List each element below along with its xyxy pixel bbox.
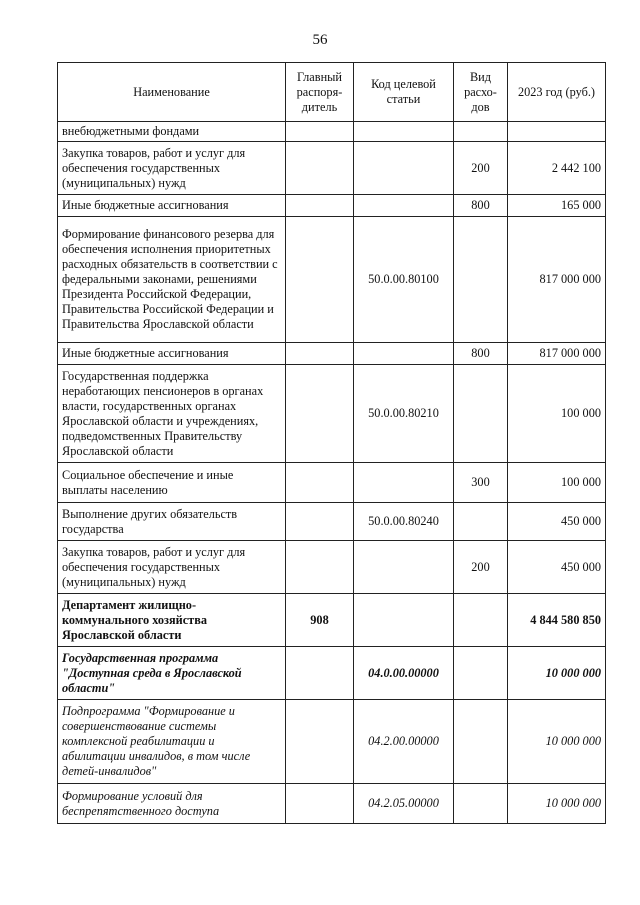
row-target-code: 04.0.00.00000 — [354, 647, 454, 700]
table-row — [58, 122, 606, 142]
row-administrator — [286, 647, 354, 700]
row-target-code: 50.0.00.80100 — [354, 217, 454, 343]
row-amount: 10 000 000 — [508, 784, 606, 824]
table-row — [58, 365, 606, 463]
row-administrator: 908 — [286, 594, 354, 647]
row-expense-type: 300 — [454, 463, 508, 503]
row-administrator — [286, 365, 354, 463]
table-row — [58, 503, 606, 541]
row-expense-type: 200 — [454, 541, 508, 594]
row-administrator — [286, 503, 354, 541]
row-administrator — [286, 700, 354, 784]
row-name: Выполнение других обязательств государства — [58, 503, 286, 541]
row-name: Государственная поддержка неработающих пенсионеров в органах власти, государственных органах Ярославской области и учреждениях, подведомственных Правительству Ярославской области — [58, 365, 286, 463]
row-amount: 817 000 000 — [508, 343, 606, 365]
row-expense-type — [454, 700, 508, 784]
table-row — [58, 647, 606, 700]
row-target-code — [354, 463, 454, 503]
row-administrator — [286, 217, 354, 343]
header-administrator: Главный распоря-дитель — [286, 63, 354, 122]
row-target-code — [354, 195, 454, 217]
table-header-row — [58, 63, 606, 122]
row-name: Формирование условий для беспрепятственного доступа — [58, 784, 286, 824]
table-row — [58, 343, 606, 365]
table-row — [58, 700, 606, 784]
row-target-code: 50.0.00.80210 — [354, 365, 454, 463]
row-name: Подпрограмма "Формирование и совершенствование системы комплексной реабилитации и абилитации инвалидов, в том числе детей-инвалидов" — [58, 700, 286, 784]
table-row — [58, 541, 606, 594]
table-row — [58, 784, 606, 824]
row-target-code: 50.0.00.80240 — [354, 503, 454, 541]
row-name: Департамент жилищно-коммунального хозяйства Ярославской области — [58, 594, 286, 647]
row-target-code — [354, 541, 454, 594]
row-administrator — [286, 195, 354, 217]
row-amount: 100 000 — [508, 463, 606, 503]
row-expense-type: 800 — [454, 195, 508, 217]
row-name: Иные бюджетные ассигнования — [58, 195, 286, 217]
row-target-code: 04.2.00.00000 — [354, 700, 454, 784]
table-row — [58, 195, 606, 217]
header-expense-type: Вид расхо-дов — [454, 63, 508, 122]
row-target-code — [354, 343, 454, 365]
row-expense-type — [454, 594, 508, 647]
row-target-code — [354, 594, 454, 647]
budget-table — [57, 62, 606, 824]
row-amount: 817 000 000 — [508, 217, 606, 343]
row-name: Государственная программа "Доступная среда в Ярославской области" — [58, 647, 286, 700]
row-expense-type — [454, 503, 508, 541]
page-number: 56 — [312, 32, 328, 48]
row-amount: 450 000 — [508, 541, 606, 594]
table-row — [58, 594, 606, 647]
row-amount: 10 000 000 — [508, 647, 606, 700]
row-expense-type: 800 — [454, 343, 508, 365]
header-amount: 2023 год (руб.) — [508, 63, 606, 122]
row-expense-type — [454, 122, 508, 142]
row-expense-type — [454, 365, 508, 463]
row-amount: 165 000 — [508, 195, 606, 217]
row-expense-type — [454, 784, 508, 824]
row-administrator — [286, 463, 354, 503]
row-target-code: 04.2.05.00000 — [354, 784, 454, 824]
table-row — [58, 217, 606, 343]
row-administrator — [286, 784, 354, 824]
row-expense-type — [454, 647, 508, 700]
header-name: Наименование — [58, 63, 286, 122]
table-row — [58, 142, 606, 195]
row-expense-type: 200 — [454, 142, 508, 195]
row-administrator — [286, 142, 354, 195]
row-amount: 4 844 580 850 — [508, 594, 606, 647]
row-name: Иные бюджетные ассигнования — [58, 343, 286, 365]
row-amount: 450 000 — [508, 503, 606, 541]
row-administrator — [286, 122, 354, 142]
row-name: Закупка товаров, работ и услуг для обеспечения государственных (муниципальных) нужд — [58, 541, 286, 594]
row-amount: 100 000 — [508, 365, 606, 463]
row-name: Закупка товаров, работ и услуг для обеспечения государственных (муниципальных) нужд — [58, 142, 286, 195]
row-amount: 10 000 000 — [508, 700, 606, 784]
row-amount — [508, 122, 606, 142]
row-name: внебюджетными фондами — [58, 122, 286, 142]
row-name: Социальное обеспечение и иные выплаты населению — [58, 463, 286, 503]
row-administrator — [286, 541, 354, 594]
table-row — [58, 463, 606, 503]
row-target-code — [354, 142, 454, 195]
row-expense-type — [454, 217, 508, 343]
row-amount: 2 442 100 — [508, 142, 606, 195]
row-target-code — [354, 122, 454, 142]
header-target-code: Код целевой статьи — [354, 63, 454, 122]
row-administrator — [286, 343, 354, 365]
row-name: Формирование финансового резерва для обеспечения исполнения приоритетных расходных обязательств в соответствии с федеральными законами, решениями Президента Российской Федерации, Правительства Российской Федерации и Правительства Ярославской области — [58, 217, 286, 343]
